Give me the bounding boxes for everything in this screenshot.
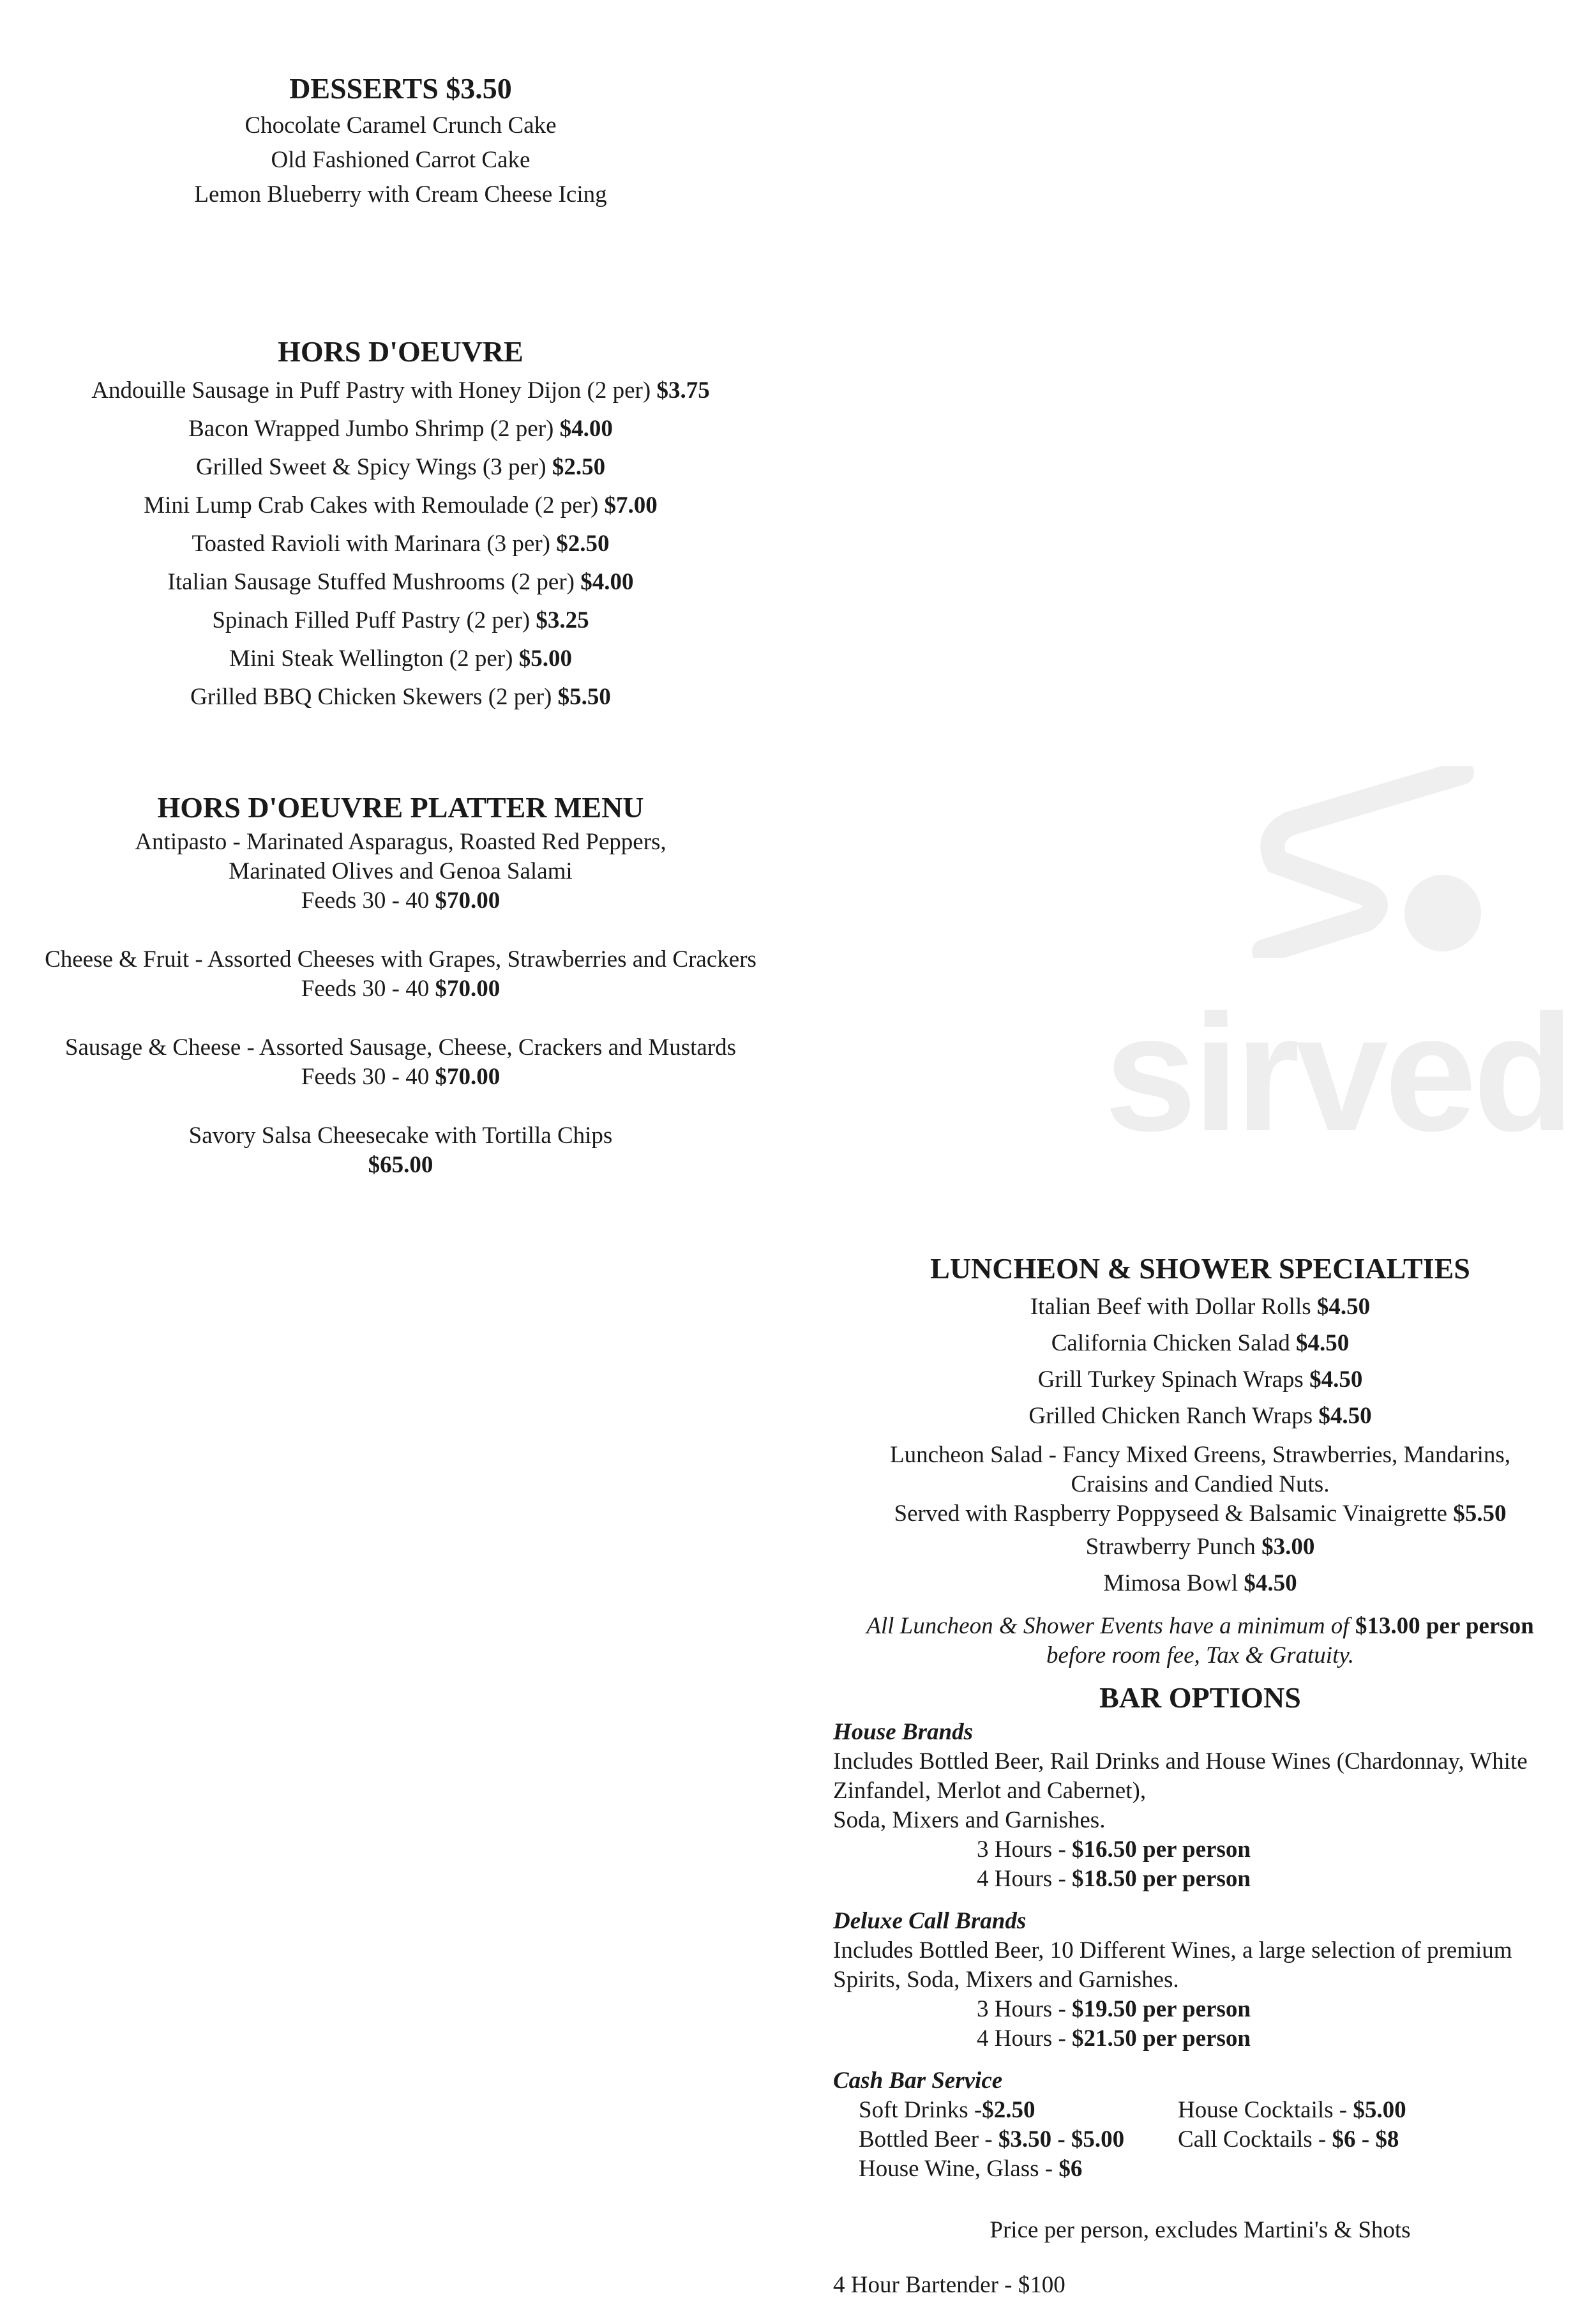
luncheon-item: Italian Beef with Dollar Rolls $4.50 [1030, 1294, 1371, 1320]
house-4h-price: 4 Hours - $18.50 per person [977, 1866, 1251, 1892]
antipasto-feeds: Feeds 30 - 40 $70.00 [301, 888, 501, 914]
platter-title: HORS D'OEUVRE PLATTER MENU [157, 791, 644, 824]
antipasto-desc: Marinated Olives and Genoa Salami [229, 858, 573, 884]
bar-price-note: Price per person, excludes Martini's & Shots [990, 2217, 1411, 2243]
sausage-feeds: Feeds 30 - 40 $70.00 [301, 1064, 501, 1090]
hors-item: Toasted Ravioli with Marinara (3 per) $2.50 [192, 531, 610, 557]
luncheon-title: LUNCHEON & SHOWER SPECIALTIES [930, 1252, 1470, 1285]
bartender-fee: 4 Hour Bartender - $100 [833, 2272, 1065, 2298]
dessert-item: Chocolate Caramel Crunch Cake [245, 112, 557, 139]
deluxe-3h-price: 3 Hours - $19.50 per person [977, 1996, 1251, 2022]
house-cocktails: House Cocktails - $5.00 [1178, 2097, 1406, 2123]
deluxe-4h-price: 4 Hours - $21.50 per person [977, 2025, 1251, 2052]
dessert-item: Lemon Blueberry with Cream Cheese Icing [194, 181, 607, 208]
salsa-desc: Savory Salsa Cheesecake with Tortilla Chips [188, 1123, 613, 1149]
house-3h-price: 3 Hours - $16.50 per person [977, 1836, 1251, 1863]
sirved-logo-icon [1251, 766, 1481, 958]
hors-item: Mini Steak Wellington (2 per) $5.00 [229, 646, 572, 672]
deluxe-brands-title: Deluxe Call Brands [833, 1908, 1027, 1934]
cash-row [833, 2096, 1567, 2125]
deluxe-desc: Spirits, Soda, Mixers and Garnishes. [833, 1967, 1179, 1993]
soft-drinks: Soft Drinks -$2.50 [859, 2097, 1035, 2123]
dessert-item: Old Fashioned Carrot Cake [271, 147, 531, 173]
call-cocktails: Call Cocktails - $6 - $8 [1178, 2126, 1399, 2152]
sausage-desc: Sausage & Cheese - Assorted Sausage, Cheese, Crackers and Mustards [64, 1034, 737, 1061]
hors-item: Spinach Filled Puff Pastry (2 per) $3.25 [212, 607, 589, 633]
left-column [19, 0, 782, 1180]
luncheon-salad: Served with Raspberry Poppyseed & Balsamic Vinaigrette $5.50 [894, 1501, 1507, 1527]
house-desc: Zinfandel, Merlot and Cabernet), [833, 1778, 1147, 1804]
luncheon-note: before room fee, Tax & Gratuity. [1046, 1642, 1354, 1668]
hors-item: Grilled Sweet & Spicy Wings (3 per) $2.50 [195, 454, 606, 480]
bar-title: BAR OPTIONS [1099, 1681, 1301, 1714]
house-brands-title: House Brands [833, 1719, 973, 1745]
antipasto-desc: Antipasto - Marinated Asparagus, Roasted Red Peppers, [135, 829, 666, 855]
salsa-price: $65.00 [368, 1152, 433, 1178]
cheese-feeds: Feeds 30 - 40 $70.00 [301, 976, 501, 1002]
mimosa-item: Mimosa Bowl $4.50 [1103, 1570, 1297, 1596]
luncheon-item: California Chicken Salad $4.50 [1051, 1330, 1350, 1356]
luncheon-item: Grilled Chicken Ranch Wraps $4.50 [1028, 1403, 1372, 1429]
hors-item: Grilled BBQ Chicken Skewers (2 per) $5.50 [190, 684, 611, 710]
house-desc: Includes Bottled Beer, Rail Drinks and House Wines (Chardonnay, White [833, 1748, 1528, 1774]
hors-item: Mini Lump Crab Cakes with Remoulade (2 per) $7.00 [144, 492, 658, 518]
right-column [833, 1180, 1567, 2300]
desserts-title: DESSERTS $3.50 [289, 72, 512, 105]
watermark: sirved [1104, 981, 1570, 1166]
bottled-beer: Bottled Beer - $3.50 - $5.00 [859, 2126, 1125, 2152]
cash-row [833, 2154, 1567, 2184]
punch-item: Strawberry Punch $3.00 [1085, 1534, 1315, 1560]
luncheon-item: Grill Turkey Spinach Wraps $4.50 [1037, 1366, 1363, 1393]
hors-item: Andouille Sausage in Puff Pastry with Honey Dijon (2 per) $3.75 [91, 377, 710, 404]
deluxe-desc: Includes Bottled Beer, 10 Different Wines, a large selection of premium [833, 1937, 1512, 1963]
luncheon-salad: Craisins and Candied Nuts. [1071, 1471, 1330, 1497]
house-wine: House Wine, Glass - $6 [859, 2156, 1083, 2182]
house-desc: Soda, Mixers and Garnishes. [833, 1807, 1106, 1833]
cash-row [833, 2125, 1567, 2154]
hors-item: Italian Sausage Stuffed Mushrooms (2 per) $4.00 [167, 569, 634, 595]
luncheon-note: All Luncheon & Shower Events have a minimum of $13.00 per person [866, 1613, 1534, 1639]
cash-bar-title: Cash Bar Service [833, 2068, 1003, 2094]
hors-title: HORS D'OEUVRE [278, 335, 523, 368]
luncheon-salad: Luncheon Salad - Fancy Mixed Greens, Strawberries, Mandarins, [889, 1442, 1510, 1468]
hors-item: Bacon Wrapped Jumbo Shrimp (2 per) $4.00 [188, 416, 613, 442]
cheese-desc: Cheese & Fruit - Assorted Cheeses with Grapes, Strawberries and Crackers [45, 946, 757, 972]
